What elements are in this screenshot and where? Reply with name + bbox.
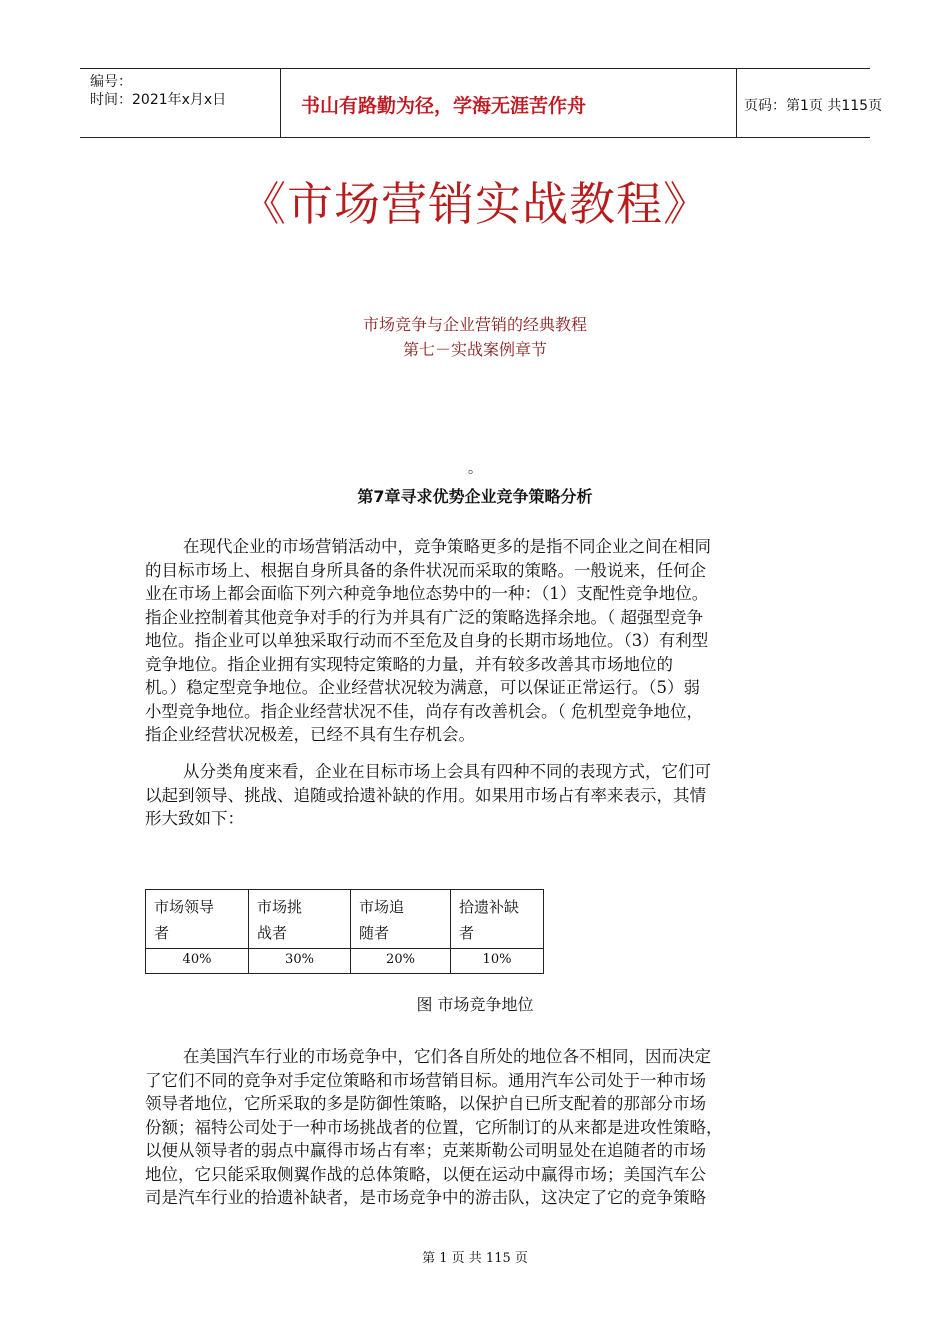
table-row [146,890,544,949]
text-line: 指企业经营状况极差，已经不具有生存机会。 [145,725,475,744]
table-row [146,949,544,974]
text-line: 以便从领导者的弱点中赢得市场占有率；克莱斯勒公司明显处在追随者的市场 [145,1141,706,1160]
table-cell-share: 30% [249,949,351,974]
text-line: 地位，它只能采取侧翼作战的总体策略，以便在运动中赢得市场；美国汽车公 [145,1164,706,1184]
chapter-heading: 第7章寻求优势企业竞争策略分析 [357,487,593,506]
text-line: 业在市场上都会面临下列六种竞争地位态势中的一种：（1）支配性竞争地位。 [145,584,709,603]
text-line: 的目标市场上、根据自身所具备的条件状况而采取的策略。一般说来，任何企 [145,560,706,580]
document-title: 《市场营销实战教程》 [240,177,710,231]
page-footer: 第 1 页 共 115 页 [422,1251,528,1266]
paragraph-2 [145,760,813,831]
text-line: 形大致如下： [145,809,244,828]
table-cell-role: 市场挑 战者 [249,890,351,949]
table-cell-role: 市场追 随者 [351,890,451,949]
text-line: 机。）稳定型竞争地位。企业经营状况较为满意，可以保证正常运行。（5）弱 [145,678,700,697]
text-line: 在现代企业的市场营销活动中，竞争策略更多的是指不同企业之间在相同 [183,537,711,556]
text-line: 以起到领导、挑战、追随或拾遗补缺的作用。如果用市场占有率来表示，其情 [145,785,706,805]
text-line: 小型竞争地位。指企业经营状况不佳，尚存有改善机会。（ 危机型竞争地位， [145,701,703,721]
table-cell-share: 40% [146,949,249,974]
text-line: 领导者地位，它所采取的多是防御性策略，以保护自已所支配着的那部分市场 [145,1094,706,1113]
text-line: 地位。指企业可以单独采取行动而不至危及自身的长期市场地位。（3）有利型 [145,631,709,650]
header-meta-cell [80,69,280,137]
table-cell-share: 20% [351,949,451,974]
header-motto-cell [280,69,737,137]
text-line: 份额；福特公司处于一种市场挑战者的位置，它所制订的从来都是进攻性策略， [145,1117,723,1137]
market-share-table [145,889,544,974]
page-info: 页码：第1页 共115页 [744,98,883,114]
figure-caption: 图 市场竞争地位 [416,995,534,1014]
subtitle-1: 市场竞争与企业营销的经典教程 [362,315,587,334]
text-line: 从分类角度来看，企业在目标市场上会具有四种不同的表现方式，它们可 [183,762,711,781]
text-line: 指企业控制着其他竞争对手的行为并具有广泛的策略选择余地。（ 超强型竞争 [145,607,703,627]
table-cell-role: 市场领导 者 [146,890,249,949]
text-line: 了它们不同的竞争对手定位策略和市场营销目标。通用汽车公司处于一种市场 [145,1070,706,1090]
text-line: 竞争地位。指企业拥有实现特定策略的力量，并有较多改善其市场地位的 [145,654,673,674]
table-cell-role: 拾遗补缺 者 [451,890,544,949]
paragraph-1 [145,535,813,747]
paragraph-3 [145,1045,813,1210]
time-label: 时间：2021年x月x日 [90,92,227,108]
table-cell-share: 10% [451,949,544,974]
code-label: 编号： [90,74,132,90]
text-line: 司是汽车行业的拾遗补缺者，是市场竞争中的游击队，这决定了它的竞争策略 [145,1188,706,1207]
header-page-cell [736,69,883,137]
document-header [80,68,883,138]
text-line: 在美国汽车行业的市场竞争中，它们各自所处的地位各不相同，因而决定 [183,1047,711,1066]
stray-mark: 。 [468,461,482,477]
subtitle-2: 第七－实战案例章节 [402,340,547,359]
motto-text: 书山有路勤为径，学海无涯苦作舟 [301,95,587,117]
